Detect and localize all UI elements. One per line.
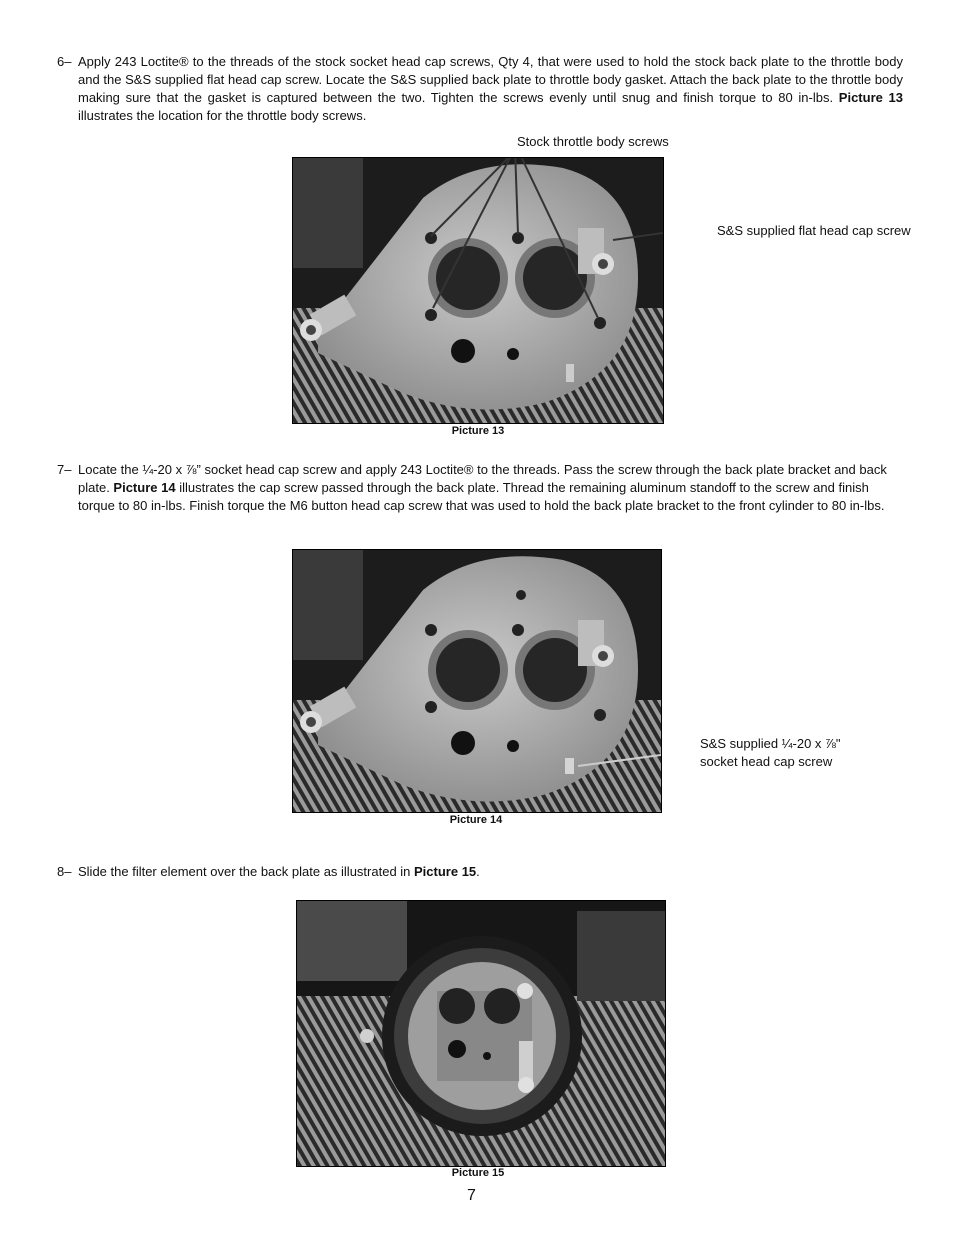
figure-caption: Picture 14 [449,814,503,826]
page-number: 7 [467,1187,476,1204]
callout-socket-head-screw [700,735,840,771]
step-number: 8– [57,864,72,879]
step-7 [57,461,903,515]
picture-15-photo [296,900,666,1167]
callout-line: socket head cap screw [700,754,833,769]
step-number: 7– [57,462,72,477]
picture-reference: Picture 14 [113,480,176,495]
callout-stock-screws: Stock throttle body screws [517,134,669,149]
step-text [78,53,903,125]
picture-reference: Picture 13 [838,90,903,105]
step-text-part: illustrates the location for the throttle body screws. [78,108,367,123]
picture-13-photo [292,157,664,424]
picture-reference: Picture 15 [414,864,477,879]
callout-flat-head-screw: S&S supplied flat head cap screw [717,223,911,238]
step-text-part: Locate the ¼-20 x ⅞” socket head cap screw and apply 243 Loctite® to the threads. Pass the screw through the back plate bracket and back plate. [78,462,887,495]
callout-line: S&S supplied ¼-20 x ⅞" [700,736,841,751]
step-6 [57,53,903,125]
step-8 [57,863,903,881]
picture-14-photo [292,549,662,813]
step-text [78,461,903,515]
step-text-part: Slide the filter element over the back plate as illustrated in [78,864,415,879]
figure-caption: Picture 13 [451,425,505,437]
step-text-part: . [476,864,480,879]
step-number: 6– [57,54,72,69]
step-text [78,863,903,881]
figure-caption: Picture 15 [451,1167,505,1179]
step-text-part: illustrates the cap screw passed through the back plate. Thread the remaining aluminum standoff to the screw and finish torque to 80 in-lbs. Finish torque the M6 button head cap screw that was used to hold the back plate bracket to the front cylinder to 80 in-lbs. [78,480,885,513]
step-text-part: Apply 243 Loctite® to the threads of the stock socket head cap screws, Qty 4, that were used to hold the stock back plate to the throttle body and the S&S supplied flat head cap screw. Locate the S&S supplied back plate to throttle body gasket. Attach the back plate to the throttle body making sure that the gasket is captured between the two. Tighten the screws evenly until snug and finish torque to 80 in-lbs. [78,54,903,105]
